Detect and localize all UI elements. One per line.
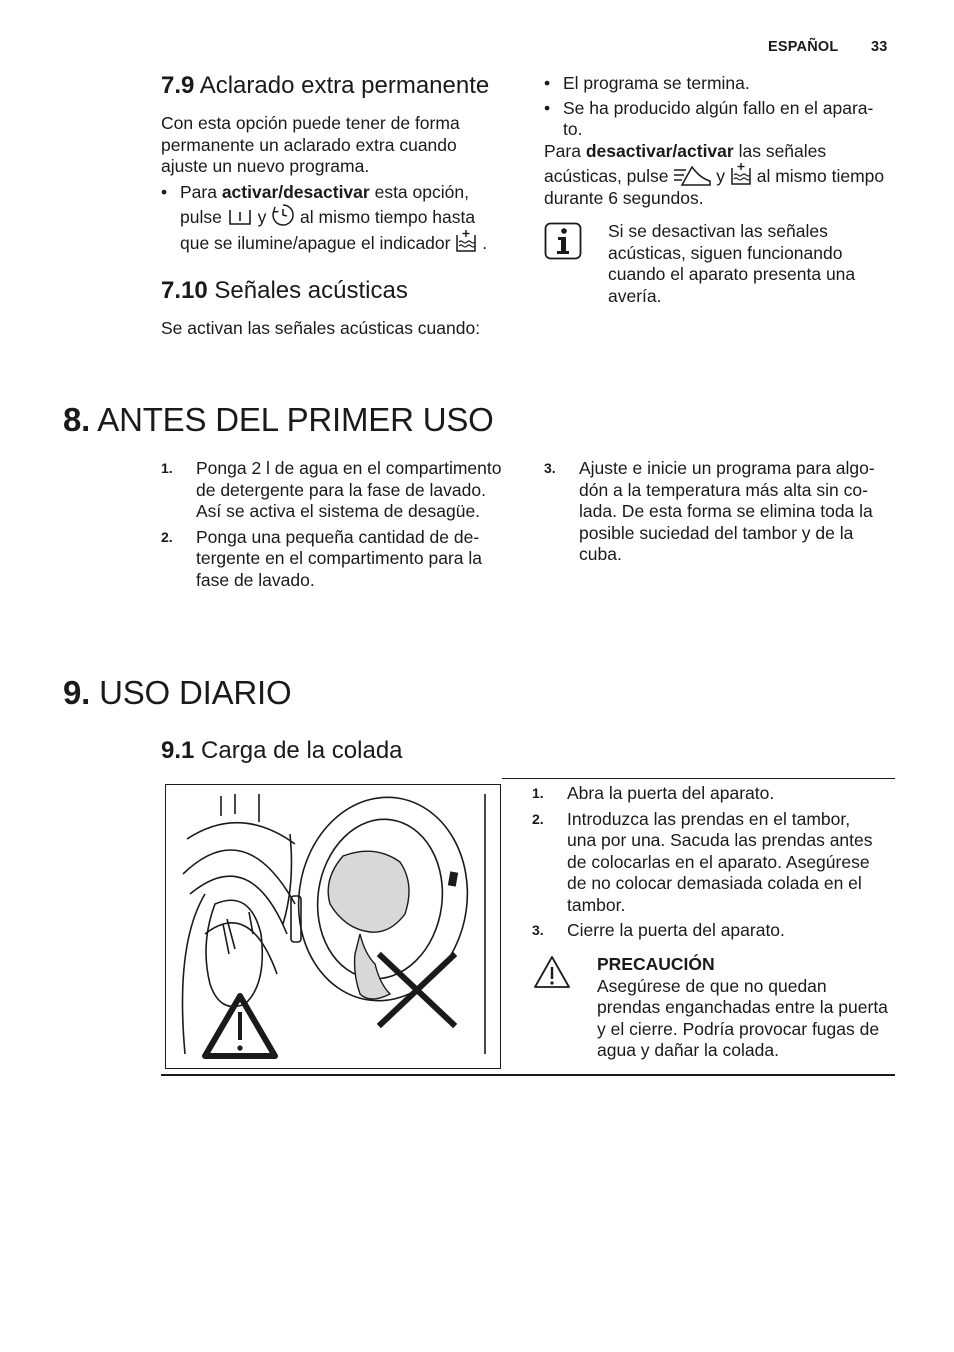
- chapter-8-list-right: [544, 458, 896, 566]
- option-button-icon: [227, 207, 253, 227]
- chapter-number: 8.: [63, 401, 91, 438]
- list-item: 2. Introduzca las prendas en el tambor, una por una. Sacuda las prendas antes de colocarlas en el aparato. Asegúrese de no colocar demasiada colada en el tambor.: [532, 808, 873, 915]
- section-7-10-continued: [544, 73, 899, 209]
- caution-note: [597, 954, 889, 1062]
- section-title: Carga de la colada: [194, 737, 403, 764]
- section-7-9-intro: Con esta opción puede tener de forma permanente un aclarado extra cuando ajuste un nuevo programa.: [161, 113, 460, 176]
- chapter-9-heading: [63, 673, 291, 713]
- bottom-rule: [161, 1074, 895, 1076]
- section-title: Señales acústicas: [207, 277, 408, 304]
- extra-rinse-indicator-icon: [455, 229, 477, 253]
- section-7-9-body: [161, 113, 501, 254]
- caution-title: PRECAUCIÓN: [597, 954, 715, 974]
- section-7-10-intro: Se activan las señales acústicas cuando:: [161, 318, 481, 338]
- loading-steps: [532, 783, 880, 942]
- chapter-number: 9.: [63, 674, 91, 711]
- section-7-10-heading: [161, 276, 408, 306]
- caution-text: Asegúrese de que no quedan prendas enganchadas entre la puerta y el cierre. Podría provocar fugas de agua y dañar la colada.: [597, 975, 888, 1060]
- section-7-9-heading: [161, 71, 489, 101]
- chapter-8-heading: [63, 400, 494, 440]
- section-number: 7.9: [161, 72, 195, 99]
- list-item: • El programa se termina.: [544, 73, 750, 93]
- info-icon: [544, 222, 582, 260]
- section-number: 7.10: [161, 277, 208, 304]
- chapter-title: ANTES DEL PRIMER USO: [90, 401, 494, 438]
- info-note: Si se desactivan las señales acústicas, siguen funcionando cuando el aparato presenta una avería.: [608, 221, 856, 306]
- section-title: Aclarado extra permanente: [194, 72, 490, 99]
- spin-speed-icon: [673, 166, 711, 186]
- chapter-title: USO DIARIO: [90, 674, 292, 711]
- extra-rinse-icon: [730, 162, 752, 186]
- list-item: 3. Cierre la puerta del aparato.: [532, 920, 785, 940]
- top-rule: [502, 778, 895, 779]
- section-7-9-bullet: • Para activar/desactivar esta opción, pulse y al mismo tiempo hasta que se ilumine/apague el indicador .: [161, 181, 488, 253]
- section-9-1-heading: [161, 736, 403, 766]
- beeps-toggle-instruction: Para desactivar/activar las señales acústicas, pulse y al mismo tiempo durante 6 segundos.: [544, 140, 885, 208]
- list-item: 2. Ponga una pequeña cantidad de detergente en el compartimento para la fase de lavado.: [161, 526, 482, 590]
- list-item: 1. Ponga 2 l de agua en el compartimento de detergente para la fase de lavado. Así se activa el sistema de desagüe.: [161, 458, 502, 521]
- list-item: • Se ha producido algún fallo en el apara- to.: [544, 97, 874, 139]
- section-number: 9.1: [161, 737, 195, 764]
- warning-icon: [532, 954, 572, 990]
- washer-door-illustration: [165, 784, 501, 1069]
- time-delay-icon: [271, 203, 295, 227]
- header-page-number: 33: [871, 39, 888, 55]
- chapter-8-list-left: [161, 458, 506, 591]
- list-item: 1. Abra la puerta del aparato.: [532, 783, 775, 803]
- list-item: 3. Ajuste e inicie un programa para algodón a la temperatura más alta sin colada. De esta forma se elimina toda la posible suciedad del tambor y de la cuba.: [544, 458, 875, 564]
- header-language: ESPAÑOL: [768, 39, 839, 55]
- bullet-dot: •: [161, 181, 168, 202]
